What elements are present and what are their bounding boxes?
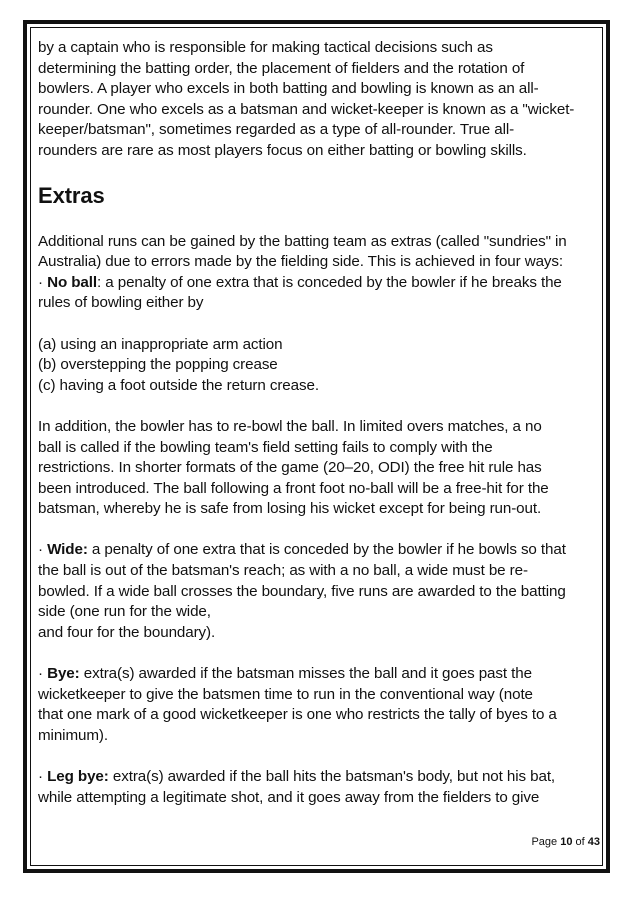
term-no-ball: No ball — [47, 273, 98, 291]
text-line: minimum). — [38, 726, 108, 744]
page-number-footer — [531, 835, 600, 849]
text-line: ball is called if the bowling team's field setting fails to comply with the — [38, 438, 493, 456]
definition-text: a penalty of one extra that is conceded by the bowler if he bowls so that — [87, 541, 566, 559]
text-line: and four for the boundary). — [38, 623, 216, 641]
bullet: · — [38, 768, 48, 785]
no-ball-entry — [38, 273, 600, 294]
text-line: rules of bowling either by — [38, 294, 204, 312]
text-line: keeper/batsman", sometimes regarded as a type of all-rounder. True all- — [38, 121, 515, 139]
definition-text: extra(s) awarded if the ball hits the batsman's body, but not his bat, — [108, 768, 556, 785]
section-heading: Extras — [38, 182, 105, 208]
list-item: (b) overstepping the popping crease — [38, 356, 278, 374]
text-line: determining the batting order, the placement of fielders and the rotation of — [38, 59, 525, 77]
text-line: rounder. One who excels as a batsman and wicket-keeper is known as a "wicket- — [38, 100, 575, 118]
bullet: · — [38, 665, 48, 683]
list-item: (a) using an inappropriate arm action — [38, 335, 283, 353]
text-line: been introduced. The ball following a front foot no-ball will be a free-hit for the — [38, 479, 549, 497]
page-label: Page — [531, 836, 561, 848]
term-bye: Bye: — [47, 665, 80, 683]
current-page-number: 10 — [560, 836, 573, 848]
text-line: bowled. If a wide ball crosses the boundary, five runs are awarded to the batting — [38, 582, 566, 600]
paragraph-gap — [38, 314, 600, 335]
term-leg-bye: Leg bye: — [47, 768, 109, 785]
bye-entry — [38, 664, 600, 685]
list-item: (c) having a foot outside the return crease. — [38, 376, 319, 394]
definition-text: : a penalty of one extra that is conceded by the bowler if he breaks the — [97, 273, 562, 291]
paragraph-gap — [38, 643, 600, 664]
text-line: the ball is out of the batsman's reach; as with a no ball, a wide must be re- — [38, 562, 528, 580]
text-line: by a captain who is responsible for making tactical decisions such as — [38, 39, 493, 56]
text-line: Additional runs can be gained by the batting team as extras (called "sundries" in — [38, 232, 567, 250]
text-line: while attempting a legitimate shot, and it goes away from the fielders to give — [38, 788, 540, 806]
term-wide: Wide: — [47, 541, 88, 559]
text-line: bowlers. A player who excels in both batting and bowling is known as an all- — [38, 80, 539, 98]
total-pages: 43 — [587, 836, 600, 848]
of-label: of — [572, 836, 588, 848]
text-line: side (one run for the wide, — [38, 603, 211, 621]
paragraph-gap — [38, 746, 600, 767]
document-body — [38, 38, 600, 808]
definition-text: extra(s) awarded if the batsman misses the ball and it goes past the — [79, 665, 532, 683]
paragraph-gap — [38, 520, 600, 541]
text-line: that one mark of a good wicketkeeper is one who restricts the tally of byes to a — [38, 706, 557, 724]
leg-bye-entry — [38, 767, 600, 788]
text-line: In addition, the bowler has to re-bowl the ball. In limited overs matches, a no — [38, 417, 542, 435]
text-line: restrictions. In shorter formats of the game (20–20, ODI) the free hit rule has — [38, 459, 542, 477]
wide-entry — [38, 540, 600, 561]
text-line: batsman, whereby he is safe from losing his wicket except for being run-out. — [38, 500, 542, 518]
text-line: Australia) due to errors made by the fielding side. This is achieved in four ways: — [38, 253, 564, 271]
bullet: · — [38, 541, 48, 559]
text-line: wicketkeeper to give the batsmen time to run in the conventional way (note — [38, 685, 533, 703]
paragraph-gap — [38, 396, 600, 417]
text-line: rounders are rare as most players focus on either batting or bowling skills. — [38, 141, 527, 159]
bullet: · — [38, 273, 48, 291]
